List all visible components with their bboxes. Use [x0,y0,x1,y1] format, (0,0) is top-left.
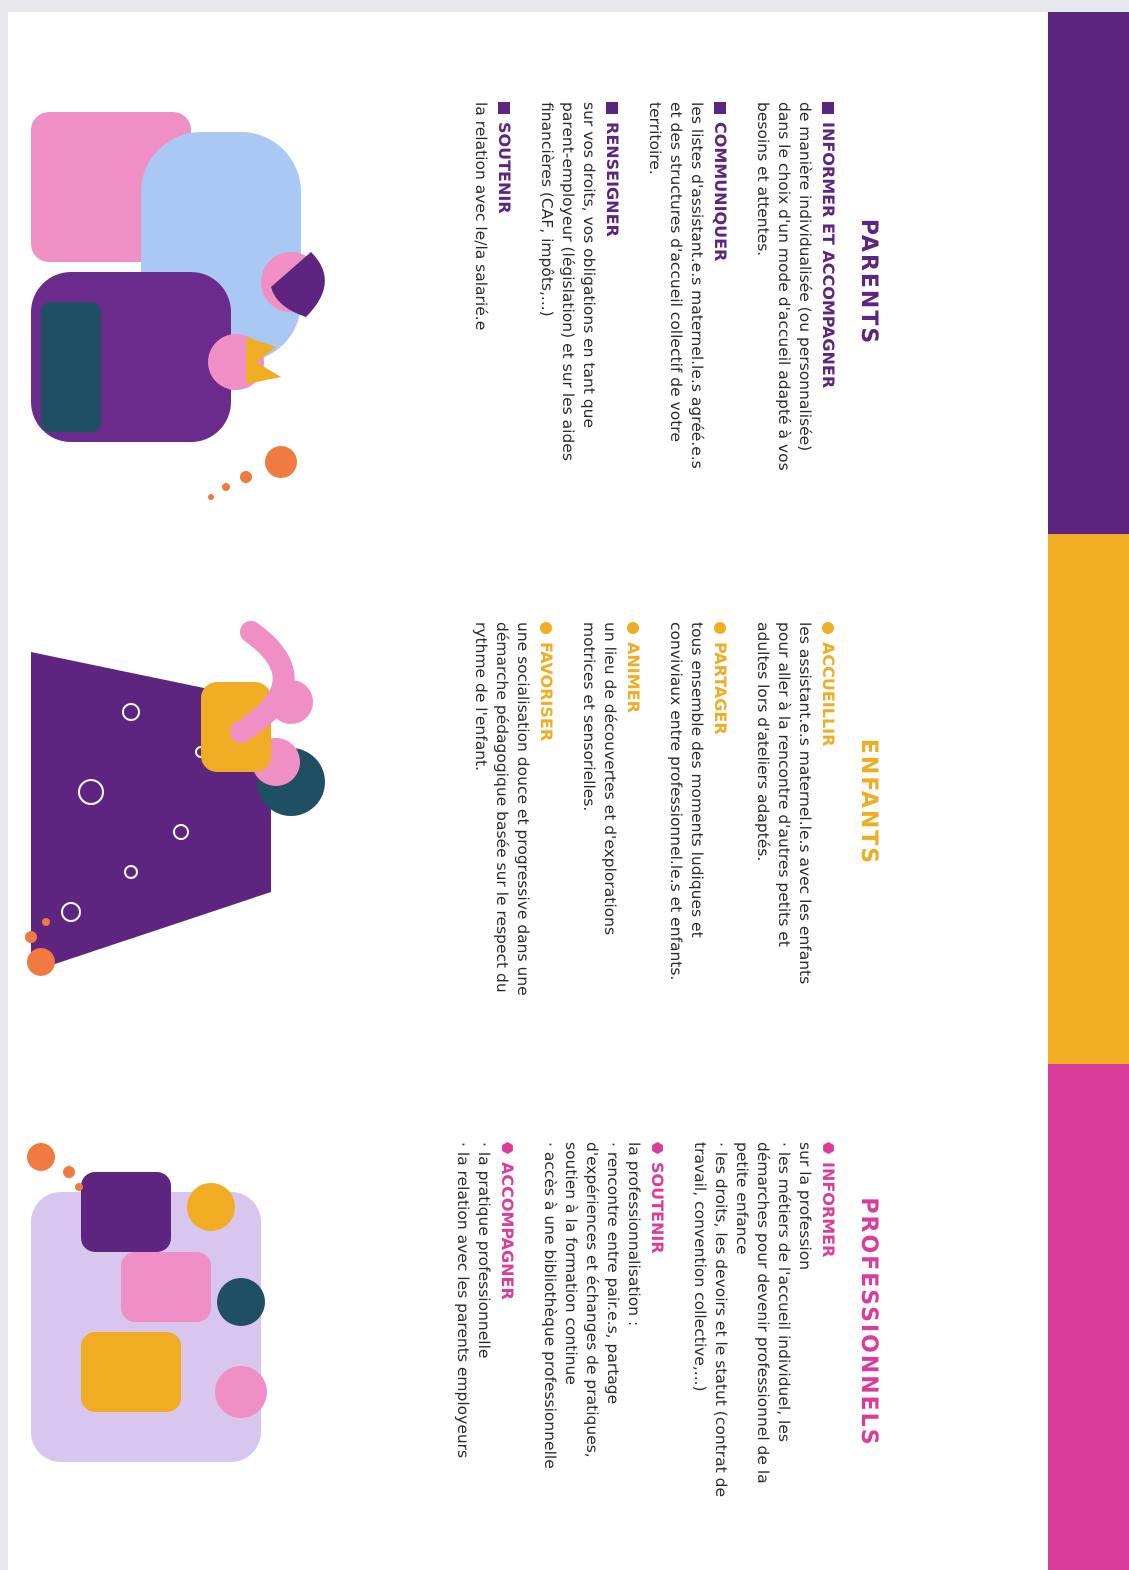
bubble-tiny [208,494,214,500]
text-line: la relation avec le/la salarié.e [472,102,490,331]
text-line: territoire. [646,102,664,175]
section-title: COMMUNIQUER [711,122,730,262]
circle-bullet-icon [823,622,835,634]
text-line: · la relation avec les parents employeurs [454,1142,472,1459]
section-text [539,1142,644,1562]
section-list [430,1142,838,1562]
text-line: · les droits, les devoirs et le statut (contrat de [712,1142,730,1497]
text-line: travail, convention collective,...) [691,1142,709,1392]
section-heading [537,622,556,1042]
child-two-hair-shape [217,1278,265,1326]
bubble-small [75,1183,83,1191]
text-line: · la pratique professionnelle [475,1142,493,1359]
column-title: PROFESSIONNELS [856,1197,881,1447]
section-title: ANIMER [624,642,643,713]
text-line: petite enfance [733,1142,751,1255]
text-line: et des structures d'accueil collectif de votre [667,102,685,442]
text-line: besoins et attentes. [754,102,772,257]
text-line: démarches pour devenir professionnel de la [754,1142,772,1484]
section-animer [578,622,643,1042]
child-shorts-shape [41,302,101,432]
circle-bullet-icon [715,622,727,634]
column-professionnels [8,1072,1066,1570]
section-soutenir [470,102,514,522]
hexagon-bullet-icon [502,1142,514,1154]
section-informer [689,1142,838,1562]
section-partager [665,622,730,1042]
section-soutenir [539,1142,667,1562]
parent-and-child-illustration [11,72,331,512]
text-line: motrices et sensorielles. [580,622,598,812]
child-three-body-shape [81,1172,171,1252]
text-line: parent-employeur (législation) et sur les aides [559,102,577,461]
bubble-large [27,948,55,976]
section-renseigner [536,102,622,522]
text-line: sur vos droits, vos obligations en tant que [580,102,598,429]
text-line: les assistant.e.s maternel.le.s avec les enfants [796,622,814,985]
text-line: · accès à une bibliothèque professionnelle [541,1142,559,1469]
section-heading [498,1142,517,1562]
text-line: un lieu de découvertes et d'explorations [601,622,619,936]
section-heading [711,622,730,1042]
section-title: INFORMER ET ACCOMPAGNER [819,122,838,389]
section-heading [711,102,730,522]
column-parents [8,32,1066,532]
section-title: SOUTENIR [648,1162,667,1254]
section-heading [819,622,838,1042]
caregiver-hugging-child-illustration [11,592,331,1032]
section-text [470,102,491,522]
text-line: adultes lors d'ateliers adaptés. [754,622,772,862]
section-heading [819,102,838,522]
section-heading [495,102,514,522]
child-three-hair-shape [187,1183,235,1231]
section-text [752,102,815,522]
child-two-body-shape [121,1252,211,1322]
column-enfants [8,552,1066,1052]
text-line: financières (CAF, impôts,...) [538,102,556,317]
square-bullet-icon [607,102,619,114]
text-line: d'expériences et échanges de pratiques, [583,1142,601,1458]
section-heading [624,622,643,1042]
hexagon-bullet-icon [652,1142,664,1154]
circle-bullet-icon [541,622,553,634]
text-line: de manière individualisée (ou personnalisée) [796,102,814,452]
column-title: ENFANTS [856,738,881,866]
rotated-content [8,12,1066,1570]
text-line: rythme de l'enfant. [472,622,490,772]
bubble-small [42,918,50,926]
section-list [448,102,838,522]
hexagon-bullet-icon [823,1142,835,1154]
children-playing-illustration [11,1112,331,1552]
bubble-medium [25,931,37,943]
text-line: · les métiers de l'accueil individuel, les [775,1142,793,1442]
bubble-small [222,483,230,491]
section-communiquer [644,102,730,522]
text-line: démarche pédagogique basée sur le respect du [493,622,511,993]
section-heading [819,1142,838,1562]
section-title: PARTAGER [711,642,730,735]
section-accompagner [452,1142,517,1562]
section-text [536,102,599,522]
section-title: FAVORISER [537,642,556,742]
section-text [665,622,707,1042]
section-list [448,622,838,1042]
section-text [752,622,815,1042]
bubble-large [265,446,297,478]
text-line: pour aller à la rencontre d'autres petits et [775,622,793,947]
square-bullet-icon [715,102,727,114]
child-one-face-shape [215,1366,267,1418]
text-line: tous ensemble des moments ludiques et [688,622,706,938]
section-favoriser [470,622,556,1042]
circle-bullet-icon [628,622,640,634]
section-text [470,622,533,1042]
section-text [644,102,707,522]
text-line: conviviaux entre professionnel.le.s et enfants. [667,622,685,981]
section-title: ACCUEILLIR [819,642,838,747]
section-title: INFORMER [819,1162,838,1258]
square-bullet-icon [823,102,835,114]
child-one-shirt-shape [81,1332,181,1412]
section-heading [648,1142,667,1562]
bubble-medium [63,1166,75,1178]
section-text [578,622,620,1042]
text-line: les listes d'assistant.e.s maternel.le.s agréé.e.s [688,102,706,469]
bubble-medium [240,471,252,483]
section-title: RENSEIGNER [603,122,622,237]
section-text [452,1142,494,1562]
text-line: la professionnalisation : [625,1142,643,1327]
bubble-large [27,1143,55,1171]
section-accueillir [752,622,838,1042]
section-text [689,1142,815,1562]
text-line: soutien à la formation continue [562,1142,580,1385]
section-informer-et-accompagner [752,102,838,522]
section-title: ACCOMPAGNER [498,1162,517,1300]
column-title: PARENTS [856,218,881,346]
text-line: dans le choix d'un mode d'accueil adapté à vos [775,102,793,471]
square-bullet-icon [499,102,511,114]
section-title: SOUTENIR [495,122,514,214]
brochure-page [8,12,1129,1570]
text-line: une socialisation douce et progressive dans une [514,622,532,996]
text-line: sur la profession [796,1142,814,1271]
section-heading [603,102,622,522]
text-line: · rencontre entre pair.e.s, partage [604,1142,622,1405]
